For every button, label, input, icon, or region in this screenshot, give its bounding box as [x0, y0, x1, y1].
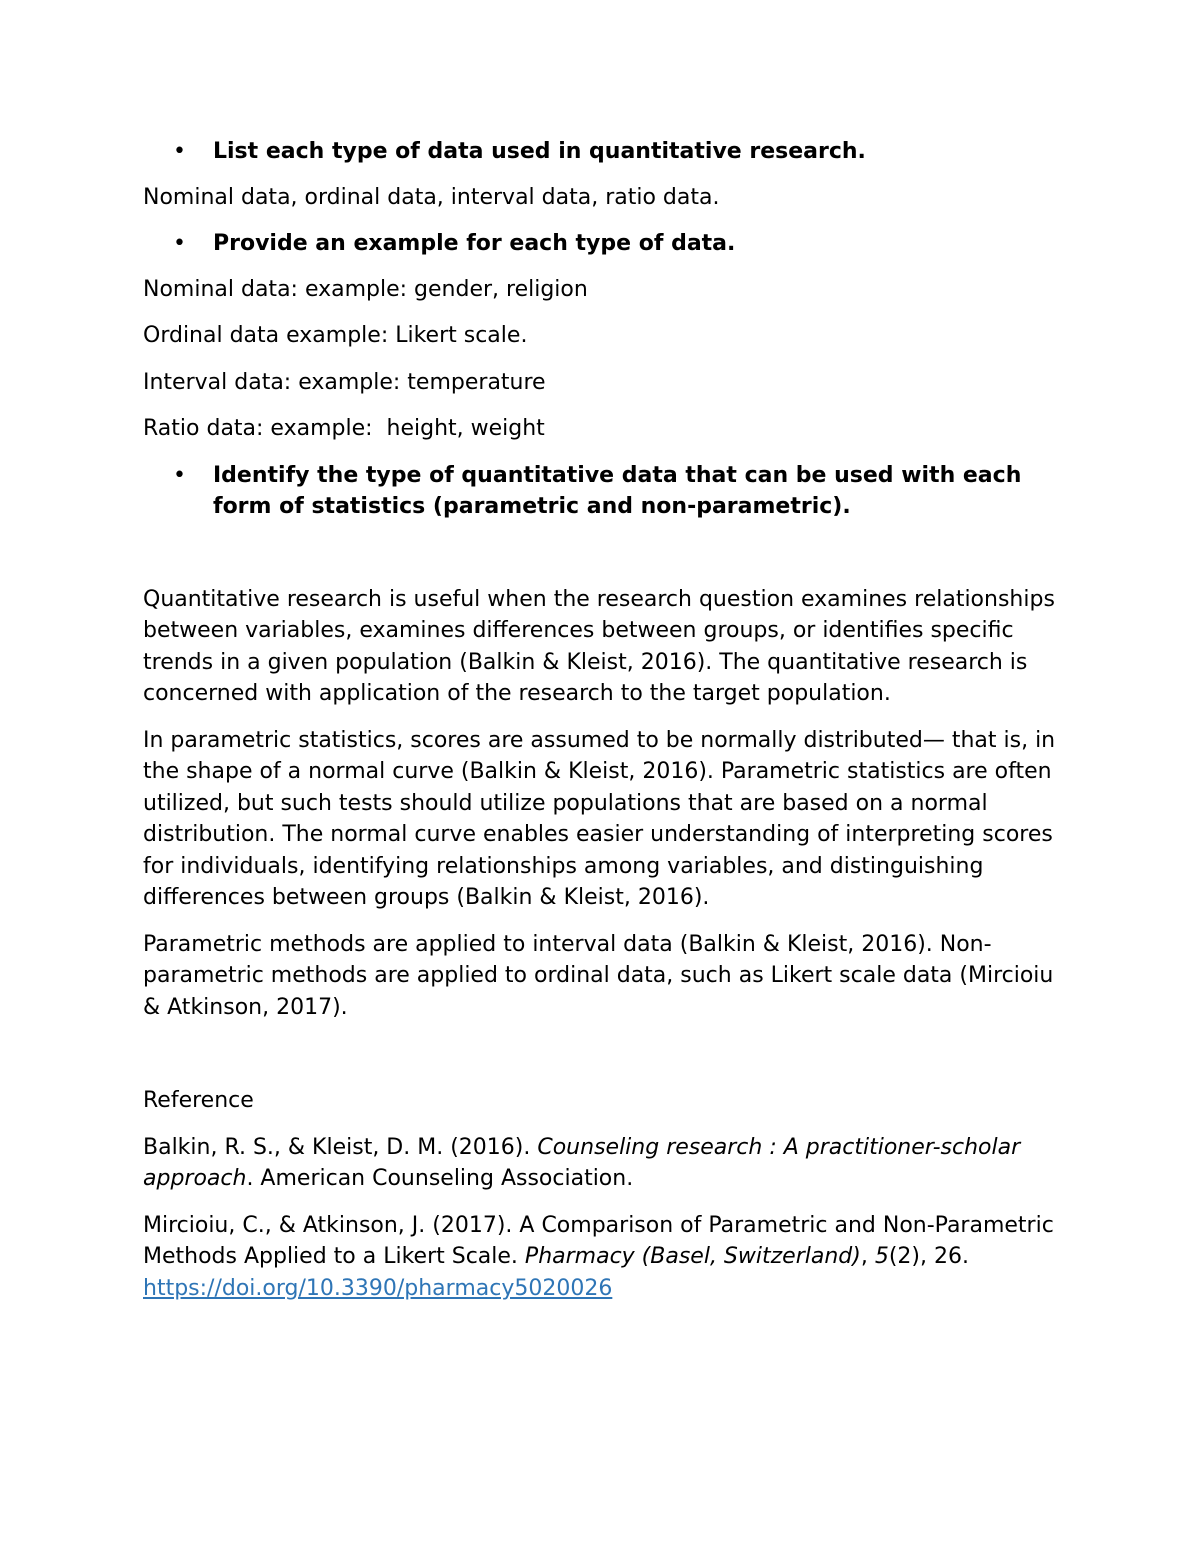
ref2-issue-pages: (2), 26.	[888, 1244, 969, 1269]
example-nominal: Nominal data: example: gender, religion	[143, 276, 588, 302]
spacer	[143, 1038, 1060, 1085]
example-interval: Interval data: example: temperature	[143, 369, 546, 395]
doi-link[interactable]: https://doi.org/10.3390/pharmacy5020026	[143, 1275, 613, 1301]
data-types-answer: Nominal data, ordinal data, interval data, ratio data.	[143, 184, 720, 210]
example-ratio: Ratio data: example: height, weight	[143, 416, 545, 441]
ref2-journal: Pharmacy (Basel, Switzerland)	[524, 1244, 861, 1269]
question-3-text: Identify the type of quantitative data that can be used with each form of statistics (parametric and non-parametric).	[213, 462, 1022, 519]
ref2-volume: 5	[874, 1244, 889, 1269]
ref2-authors-title: Mircioiu, C., & Atkinson, J. (2017). A Comparison of Parametric and Non-Parametric Methods Applied to a Likert Scale.	[143, 1212, 1054, 1269]
ref1-title: Counseling research : A practitioner-scholar approach	[143, 1134, 1021, 1191]
reference-balkin	[143, 1132, 1060, 1195]
ref1-authors: Balkin, R. S., & Kleist, D. M. (2016).	[143, 1134, 538, 1160]
question-3	[143, 460, 1060, 523]
bullet-icon: •	[173, 462, 186, 488]
ref2-sep: ,	[860, 1244, 875, 1269]
question-2	[143, 228, 1060, 260]
example-ordinal: Ordinal data example: Likert scale.	[143, 323, 528, 348]
spacer	[143, 537, 1060, 584]
paragraph-quantitative: Quantitative research is useful when the research question examines relationships between variables, examines differences between groups, or identifies specific trends in a given population (Balkin & Kleist, 2016). The quantitative research is concerned with application of the research to the target population.	[143, 586, 1055, 706]
question-1-text: List each type of data used in quantitative research.	[213, 139, 866, 164]
paragraph-parametric: In parametric statistics, scores are assumed to be normally distributed— that is, in the shape of a normal curve (Balkin & Kleist, 2016). Parametric statistics are often utilized, but such tests should utilize populations that are based on a normal distribution. The normal curve enables easier understanding of interpreting scores for individuals, identifying relationships among variables, and distinguishing differences between groups (Balkin & Kleist, 2016).	[143, 727, 1056, 910]
question-1	[143, 136, 1060, 168]
reference-mircioiu	[143, 1210, 1060, 1305]
ref1-publisher: . American Counseling Association.	[246, 1166, 634, 1191]
bullet-icon: •	[173, 139, 186, 164]
bullet-icon: •	[173, 231, 186, 256]
reference-heading: Reference	[143, 1088, 254, 1113]
question-2-text: Provide an example for each type of data.	[213, 231, 736, 256]
paragraph-methods: Parametric methods are applied to interval data (Balkin & Kleist, 2016). Non-parametric methods are applied to ordinal data, such as Likert scale data (Mircioiu & Atkinson, 2017).	[143, 931, 1054, 1020]
